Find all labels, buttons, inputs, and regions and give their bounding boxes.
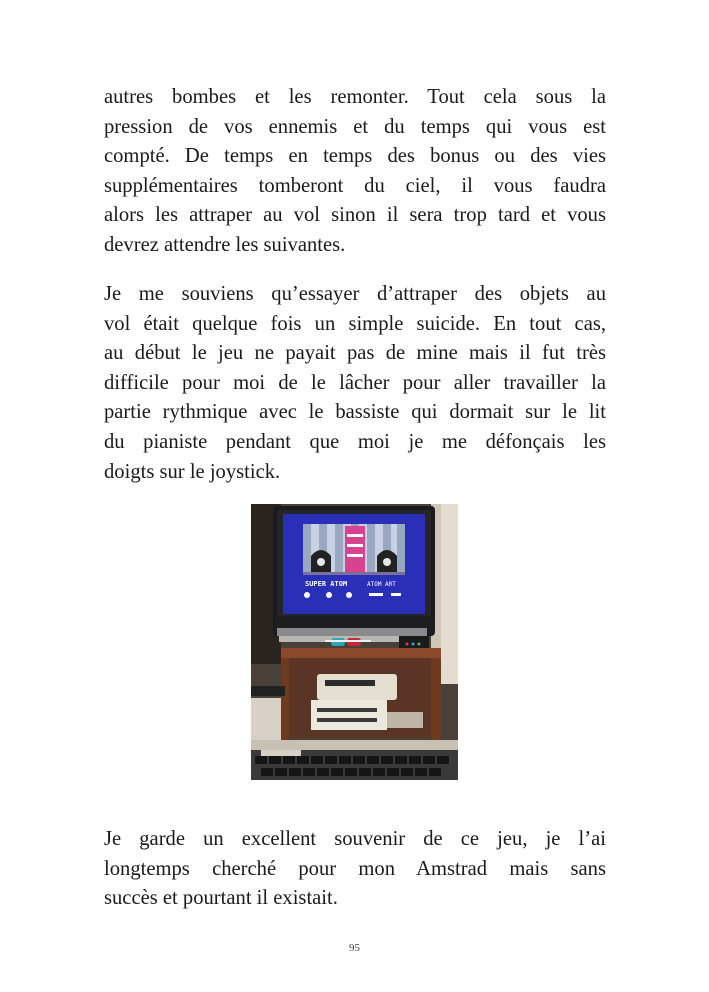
retro-computer-photo <box>251 504 458 780</box>
text-line: au début le jeu ne payait pas de mine mais il fut très <box>104 342 606 365</box>
text-line: supplémentaires tomberont du ciel, il vous faudra <box>104 174 606 197</box>
text-line: devrez attendre les suivantes. <box>104 233 346 256</box>
text-line: du pianiste pendant que moi je me défonçais les <box>104 430 606 453</box>
text-line: autres bombes et les remonter. Tout cela sous la <box>104 86 606 108</box>
text-line: Je garde un excellent souvenir de ce jeu, je l’ai <box>104 828 606 850</box>
paragraph-2 <box>104 280 606 487</box>
text-line: Je me souviens qu’essayer d’attraper des objets au <box>104 283 606 305</box>
screen-subtitle: ATOM ART <box>367 581 396 588</box>
text-line: doigts sur le joystick. <box>104 460 281 483</box>
screen-title: SUPER ATOM <box>305 580 348 588</box>
paragraph-1 <box>104 83 606 261</box>
paragraph-3 <box>104 825 606 914</box>
page-number: 95 <box>349 942 360 954</box>
text-line: longtemps cherché pour mon Amstrad mais sans <box>104 857 606 880</box>
text-line: vol était quelque fois un simple suicide. En tout cas, <box>104 312 606 335</box>
text-line: succès et pourtant il existait. <box>104 887 338 910</box>
text-line: partie rythmique avec le bassiste qui dormait sur le lit <box>104 401 606 424</box>
text-line: difficile pour moi de le lâcher pour aller travailler la <box>104 371 606 394</box>
text-line: pression de vos ennemis et du temps qui vous est <box>104 115 606 138</box>
text-line: alors les attraper au vol sinon il sera trop tard et vous <box>104 204 606 227</box>
text-line: compté. De temps en temps des bonus ou des vies <box>104 145 606 168</box>
